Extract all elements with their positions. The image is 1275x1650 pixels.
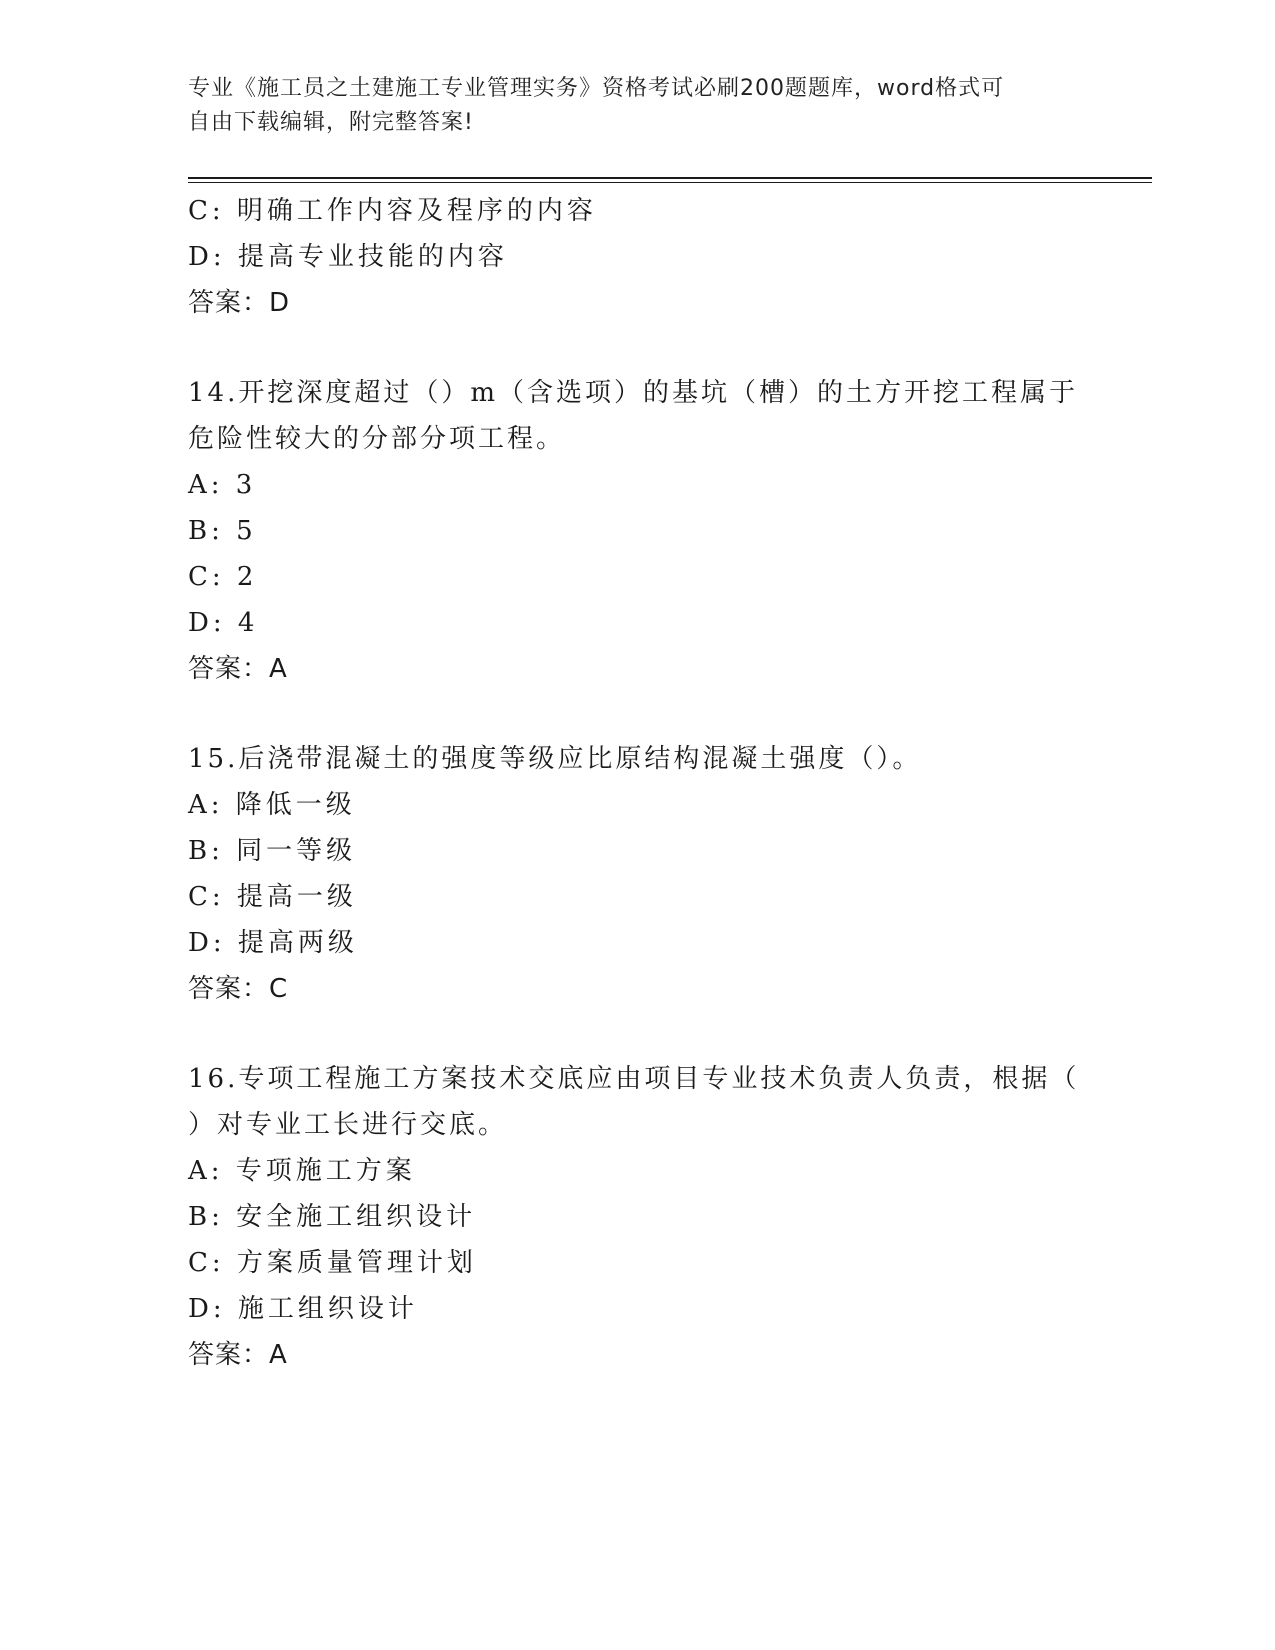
option-a: A: 3 [188, 470, 257, 500]
header-rule-thick [188, 177, 1152, 179]
option-c: C: 明确工作内容及程序的内容 [188, 196, 597, 226]
previous-question-tail [188, 188, 1088, 326]
answer-line: 答案：A [188, 1340, 288, 1370]
option-b: B: 5 [188, 516, 257, 546]
option-a: A: 专项施工方案 [188, 1156, 416, 1186]
option-d: D: 4 [188, 608, 259, 638]
question-14 [188, 370, 1088, 692]
option-d: D: 提高专业技能的内容 [188, 242, 508, 272]
header-line-2: 自由下载编辑，附完整答案! [188, 110, 474, 135]
question-15 [188, 736, 1088, 1012]
option-b: B: 同一等级 [188, 836, 357, 866]
option-b: B: 安全施工组织设计 [188, 1202, 477, 1232]
question-stem-line: 危险性较大的分部分项工程。 [188, 424, 566, 454]
question-stem-line: 16.专项工程施工方案技术交底应由项目专业技术负责人负责，根据（ [188, 1064, 1080, 1094]
header-line-1: 专业《施工员之土建施工专业管理实务》资格考试必刷200题题库，word格式可 [188, 76, 1005, 101]
answer-line: 答案：C [188, 974, 289, 1004]
document-body [188, 188, 1088, 1378]
option-c: C: 提高一级 [188, 882, 357, 912]
option-c: C: 2 [188, 562, 258, 592]
option-a: A: 降低一级 [188, 790, 356, 820]
option-d: D: 提高两级 [188, 928, 358, 958]
question-stem-line: 15.后浇带混凝土的强度等级应比原结构混凝土强度（）。 [188, 744, 922, 774]
page-header [188, 72, 1088, 140]
question-16 [188, 1056, 1088, 1378]
header-rule-thin [188, 182, 1152, 183]
question-stem-line: ）对专业工长进行交底。 [188, 1110, 508, 1140]
answer-line: 答案：D [188, 288, 291, 318]
option-c: C: 方案质量管理计划 [188, 1248, 477, 1278]
question-stem-line: 14.开挖深度超过（）m（含选项）的基坑（槽）的土方开挖工程属于 [188, 378, 1079, 408]
option-d: D: 施工组织设计 [188, 1294, 418, 1324]
answer-line: 答案：A [188, 654, 288, 684]
